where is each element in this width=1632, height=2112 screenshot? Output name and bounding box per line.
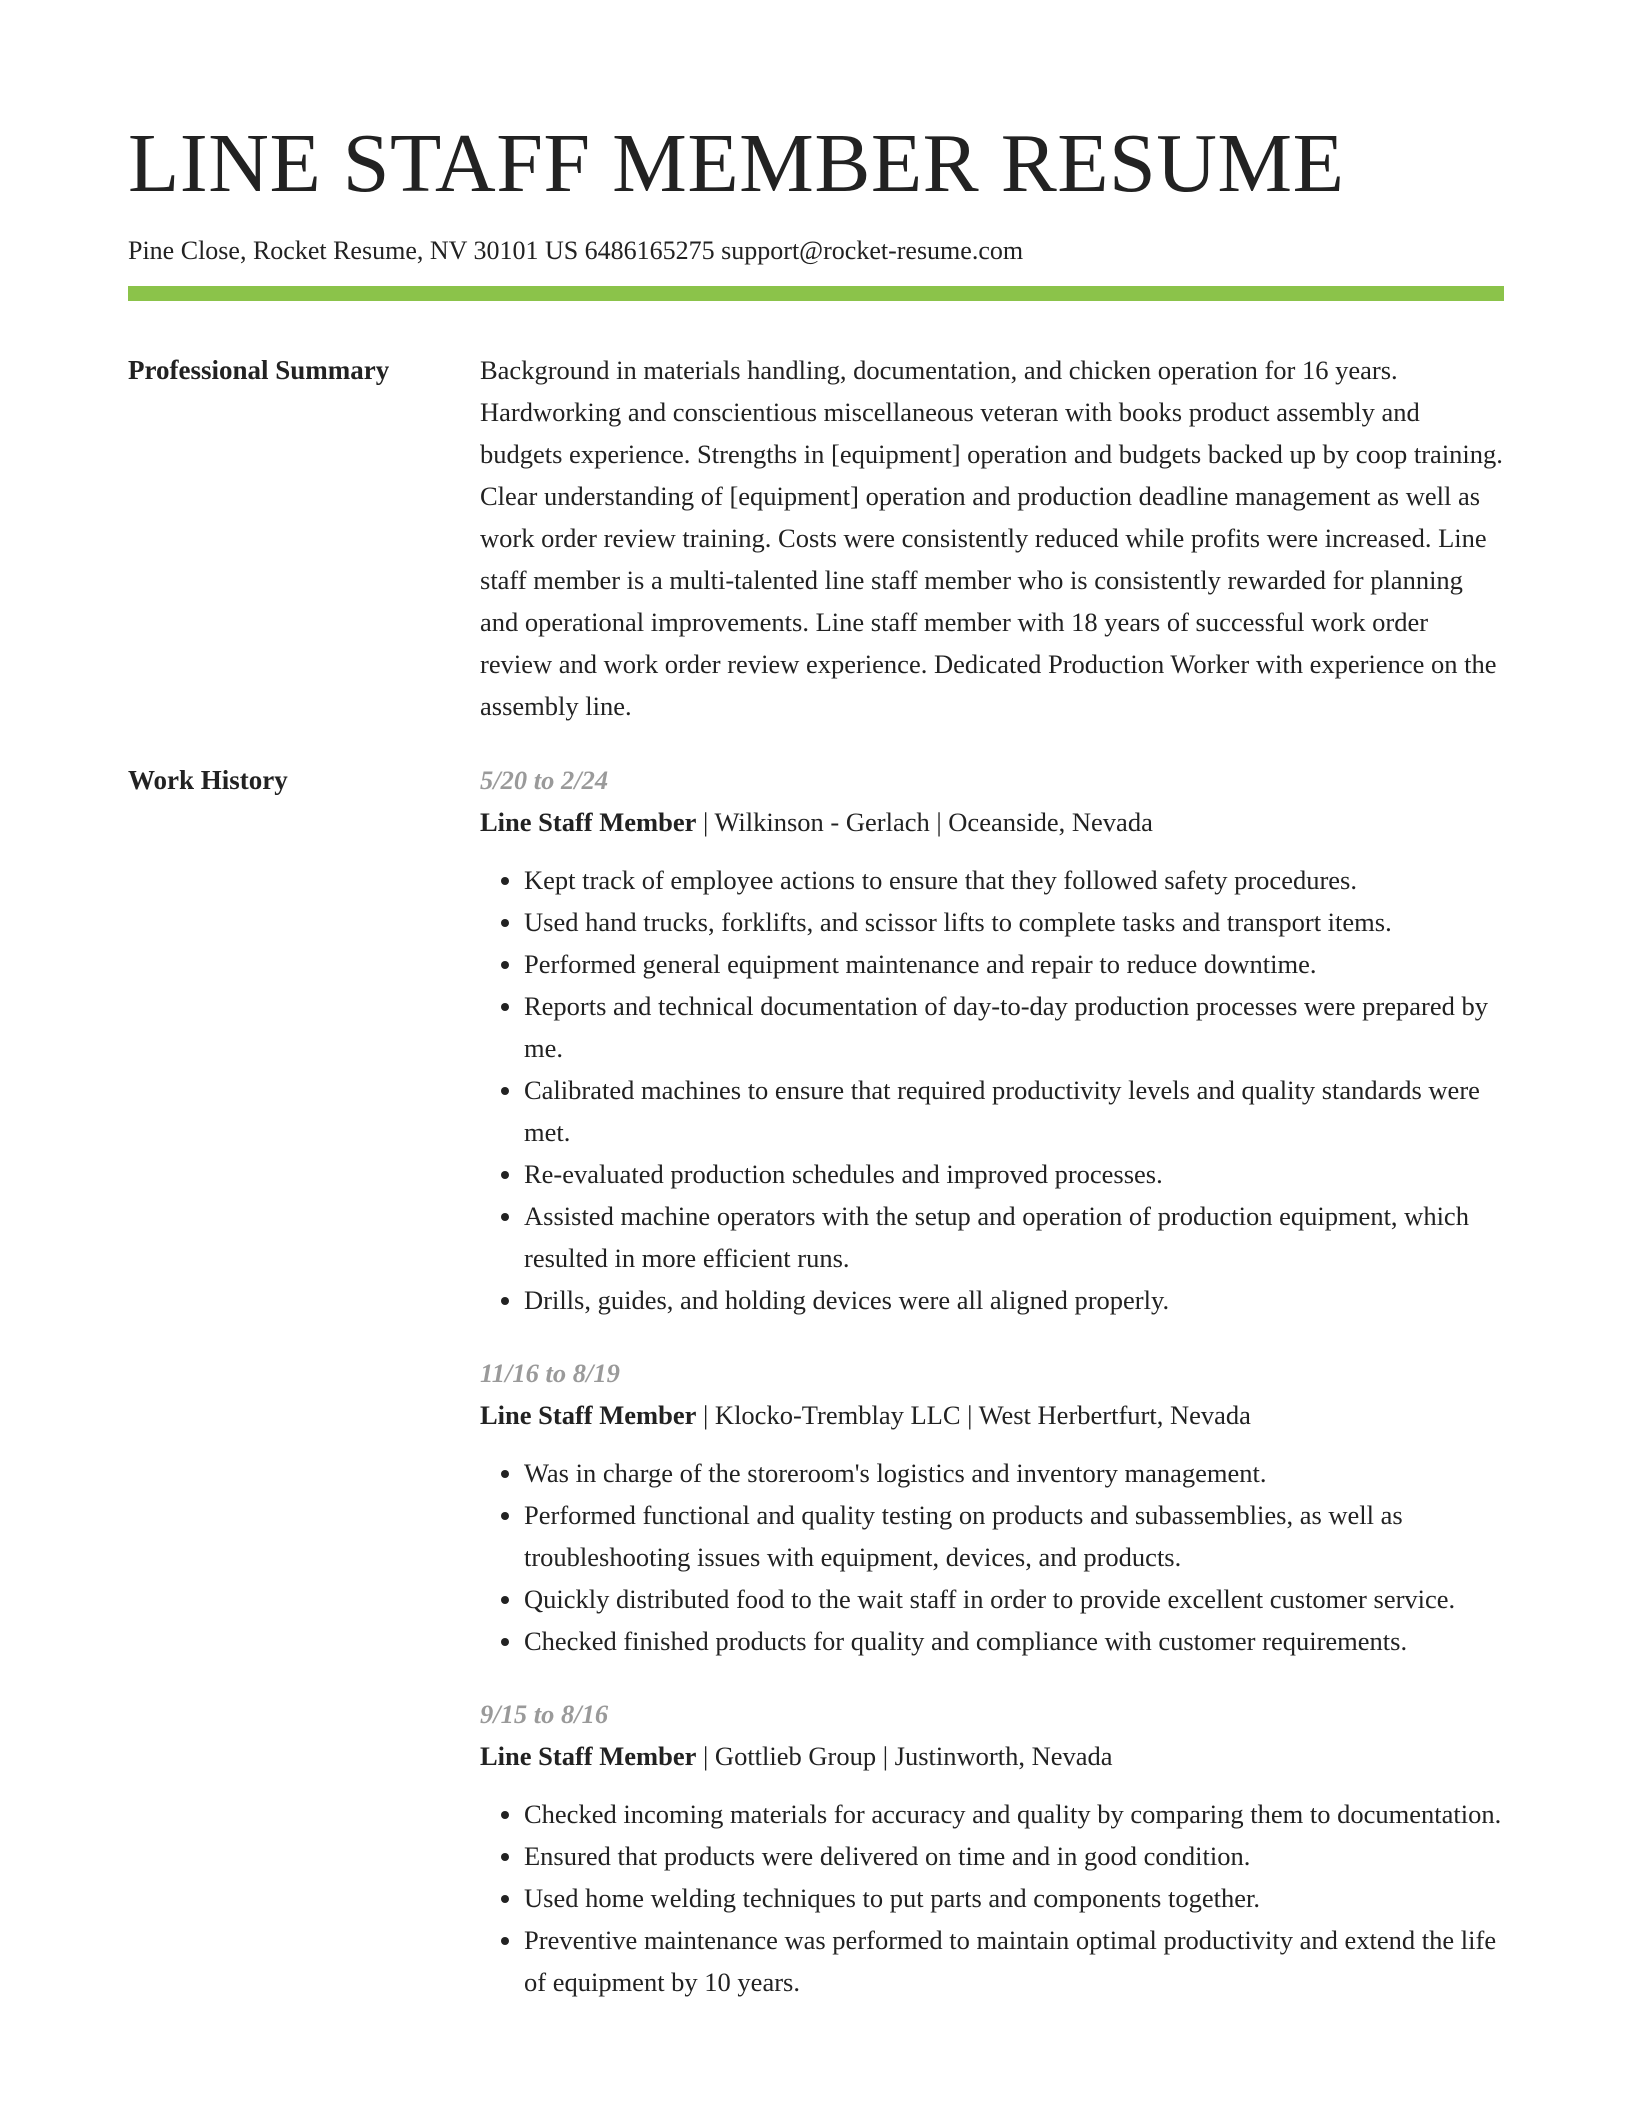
job-bullet: • Kept track of employee actions to ensure that they followed safety procedures. (524, 859, 1504, 901)
job-bullet: • Checked incoming materials for accuracy and quality by comparing them to documentation. (524, 1793, 1504, 1835)
job-dates: 5/20 to 2/24 (480, 765, 609, 795)
job-heading (480, 1394, 1504, 1436)
job-details: | Klocko-Tremblay LLC | West Herbertfurt, Nevada (696, 1400, 1251, 1430)
work-history-section (480, 759, 1504, 2034)
job-bullet: • Was in charge of the storeroom's logistics and inventory management. (524, 1452, 1504, 1494)
job-dates: 9/15 to 8/16 (480, 1699, 609, 1729)
job-details: | Wilkinson - Gerlach | Oceanside, Nevada (696, 807, 1153, 837)
job-bullet: • Re-evaluated production schedules and improved processes. (524, 1153, 1504, 1195)
job-entry (480, 1352, 1504, 1662)
summary-heading: Professional Summary (128, 355, 390, 385)
job-bullets (480, 1793, 1504, 2003)
job-bullet: • Quickly distributed food to the wait staff in order to provide excellent customer service. (524, 1578, 1504, 1620)
contact-info: Pine Close, Rocket Resume, NV 30101 US 6486165275 support@rocket-resume.com (128, 236, 1024, 265)
header-divider (128, 286, 1504, 301)
job-bullet: • Calibrated machines to ensure that required productivity levels and quality standards were met. (524, 1069, 1504, 1153)
job-entry (480, 759, 1504, 1321)
job-bullet: • Ensured that products were delivered on time and in good condition. (524, 1835, 1504, 1877)
job-bullet: • Drills, guides, and holding devices were all aligned properly. (524, 1279, 1504, 1321)
job-bullet: • Performed functional and quality testing on products and subassemblies, as well as troubleshooting issues with equipment, devices, and products. (524, 1494, 1504, 1578)
job-title: Line Staff Member (480, 807, 697, 837)
job-bullet: • Checked finished products for quality and compliance with customer requirements. (524, 1620, 1504, 1662)
job-bullet: • Preventive maintenance was performed to maintain optimal productivity and extend the life of equipment by 10 years. (524, 1919, 1504, 2003)
job-dates: 11/16 to 8/19 (480, 1358, 620, 1388)
job-title: Line Staff Member (480, 1741, 697, 1771)
job-bullets (480, 859, 1504, 1321)
job-bullet: • Assisted machine operators with the setup and operation of production equipment, which resulted in more efficient runs. (524, 1195, 1504, 1279)
job-bullet: • Performed general equipment maintenance and repair to reduce downtime. (524, 943, 1504, 985)
resume-title: LINE STAFF MEMBER RESUME (128, 117, 1345, 210)
summary-text: Background in materials handling, documentation, and chicken operation for 16 years. Hardworking and conscientious miscellaneous veteran with books product assembly and budgets experience. Strengths in [equipment] operation and budgets backed up by coop training. Clear understanding of [equipment] operation and production deadline management as well as work order review training. Costs were consistently reduced while profits were increased. Line staff member is a multi-talented line staff member who is consistently rewarded for planning and operational improvements. Line staff member with 18 years of successful work order review and work order review experience. Dedicated Production Worker with experience on the assembly line. (480, 355, 1503, 721)
job-bullet: • Used hand trucks, forklifts, and scissor lifts to complete tasks and transport items. (524, 901, 1504, 943)
job-bullet: • Used home welding techniques to put parts and components together. (524, 1877, 1504, 1919)
job-details: | Gottlieb Group | Justinworth, Nevada (696, 1741, 1113, 1771)
job-heading (480, 1735, 1504, 1777)
job-bullet: • Reports and technical documentation of day-to-day production processes were prepared by me. (524, 985, 1504, 1069)
summary-section (480, 349, 1504, 727)
job-entry (480, 1693, 1504, 2003)
job-bullets (480, 1452, 1504, 1662)
job-heading (480, 801, 1504, 843)
work-history-heading: Work History (128, 765, 288, 795)
job-title: Line Staff Member (480, 1400, 697, 1430)
